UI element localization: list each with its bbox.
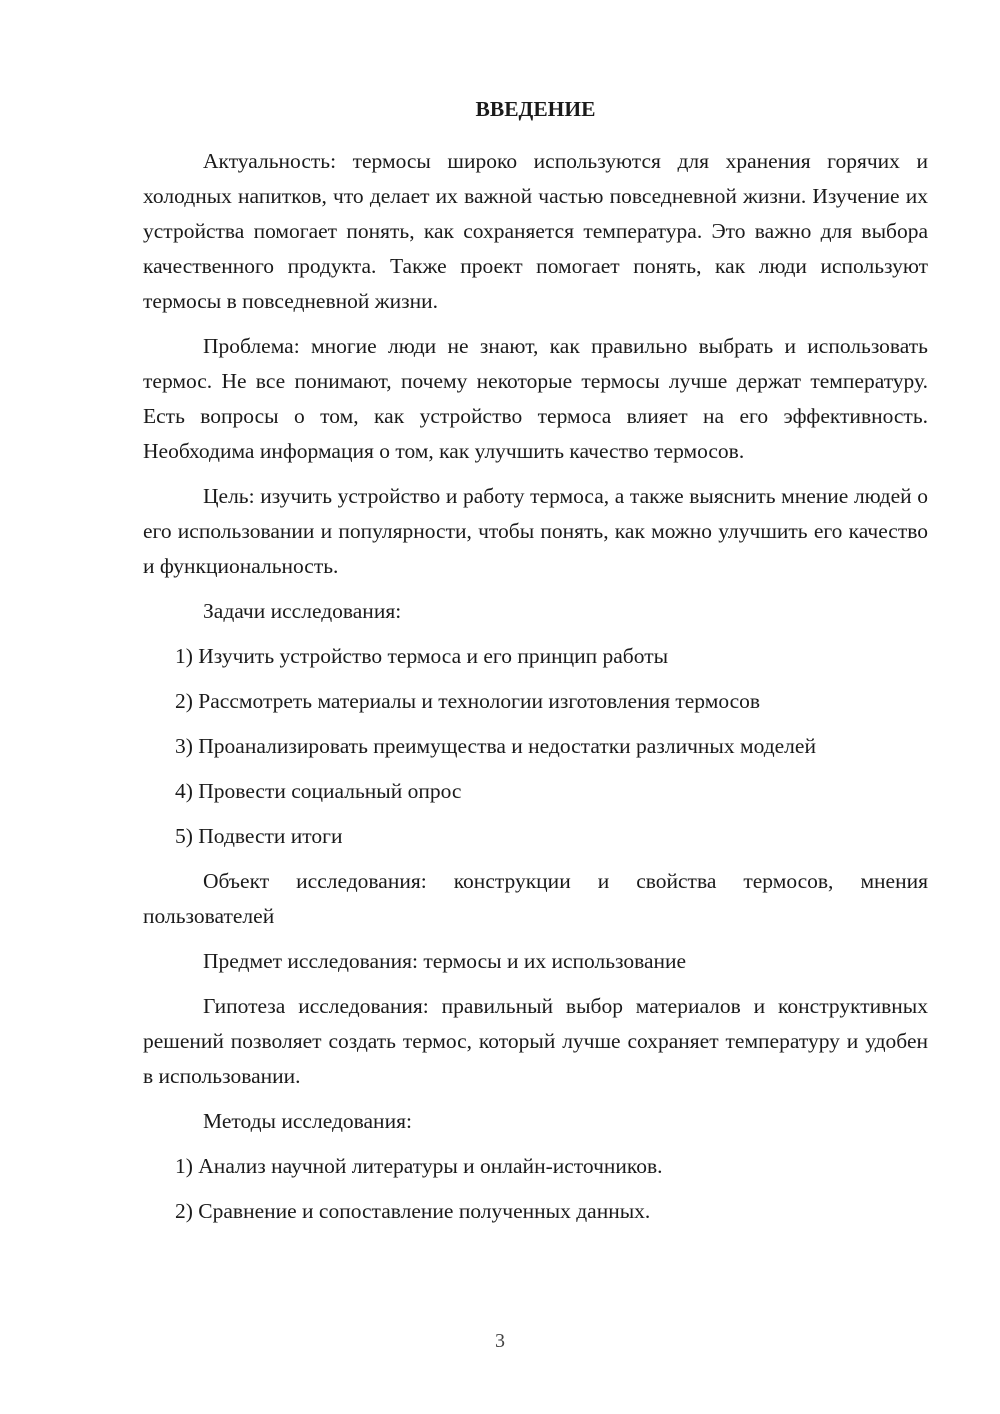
paragraph-hypothesis: Гипотеза исследования: правильный выбор материалов и конструктивных решений позволяет создать термос, который лучше сохраняет температуру и удобен в использовании. [143,994,928,1088]
document-page [143,92,928,1239]
paragraph-relevance: Актуальность: термосы широко используются для хранения горячих и холодных напитков, что делает их важной частью повседневной жизни. Изучение их устройства помогает понять, как сохраняется температура. Это важно для выбора качественного продукта. Также проект помогает понять, как люди используют термосы в повседневной жизни. [143,149,928,313]
list-item: 1) Анализ научной литературы и онлайн-источников. [175,1154,663,1178]
list-item: 2) Рассмотреть материалы и технологии изготовления термосов [175,689,761,713]
tasks-list [143,639,928,854]
paragraph-subject: Предмет исследования: термосы и их использование [203,949,687,973]
list-item: 3) Проанализировать преимущества и недостатки различных моделей [175,734,816,758]
list-item: 4) Провести социальный опрос [175,779,462,803]
section-title: ВВЕДЕНИЕ [475,97,596,121]
paragraph-goal: Цель: изучить устройство и работу термоса, а также выяснить мнение людей о его использовании и популярности, чтобы понять, как можно улучшить его качество и функциональность. [143,484,928,578]
page-number: 3 [495,1330,505,1352]
list-item: 1) Изучить устройство термоса и его принцип работы [175,644,669,668]
paragraph-problem: Проблема: многие люди не знают, как правильно выбрать и использовать термос. Не все понимают, почему некоторые термосы лучше держат температуру. Есть вопросы о том, как устройство термоса влияет на его эффективность. Необходима информация о том, как улучшить качество термосов. [143,334,928,463]
list-item: 5) Подвести итоги [175,824,343,848]
list-item: 2) Сравнение и сопоставление полученных данных. [175,1199,651,1223]
tasks-heading: Задачи исследования: [203,599,402,623]
methods-heading: Методы исследования: [203,1109,412,1133]
paragraph-object: Объект исследования: конструкции и свойства термосов, мнения пользователей [143,869,928,928]
methods-list [143,1149,928,1229]
